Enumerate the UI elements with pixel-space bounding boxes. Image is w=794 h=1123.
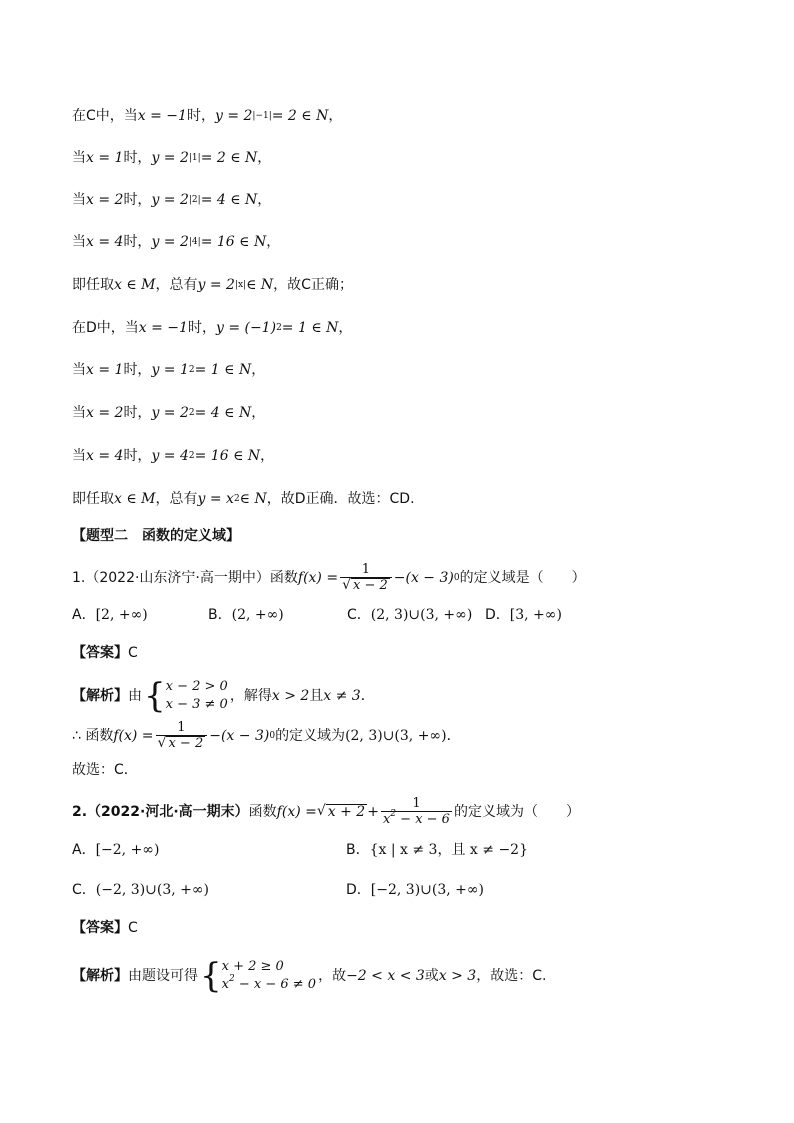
option-label: D． bbox=[346, 882, 371, 898]
d-line-1: 在D中，当 x = −1 时， y = (−1) 2 = 1 ∈ N ， bbox=[72, 320, 353, 336]
radicand: x − 2 bbox=[353, 578, 388, 593]
text: 在D中，当 bbox=[72, 320, 139, 336]
text: 时， bbox=[123, 192, 152, 208]
text: 由题设可得 bbox=[128, 968, 198, 984]
math: y = 2 bbox=[151, 405, 189, 421]
numerator: 1 bbox=[177, 720, 186, 735]
text: 当 bbox=[72, 448, 86, 464]
text: 时， bbox=[123, 405, 152, 421]
radicand: x − 2 bbox=[168, 736, 204, 751]
math: x ∈ M bbox=[114, 277, 156, 293]
numerator: 1 bbox=[361, 562, 371, 577]
q1-option-c[interactable] bbox=[347, 605, 472, 625]
q1-option-d[interactable] bbox=[485, 605, 562, 625]
q2-stem bbox=[72, 796, 580, 827]
answer-value: C bbox=[128, 920, 138, 936]
math: y = x bbox=[197, 491, 234, 507]
math: = 4 ∈ N bbox=[194, 405, 252, 421]
text: 时， bbox=[123, 234, 152, 250]
q2-option-a[interactable] bbox=[72, 840, 159, 860]
text: ， bbox=[328, 108, 343, 124]
text: ， bbox=[257, 192, 272, 208]
text: ，故D正确．故选：CD. bbox=[266, 491, 415, 507]
math: x = 4 bbox=[86, 234, 124, 250]
d-line-4: 当 x = 4 时， y = 4 2 = 16 ∈ N ， bbox=[72, 448, 275, 464]
option-value: [2, +∞) bbox=[95, 607, 148, 623]
math: f(x) = bbox=[276, 803, 317, 820]
option-label: B． bbox=[208, 607, 232, 623]
math: x bbox=[221, 977, 229, 992]
math: f(x) = bbox=[113, 727, 154, 744]
text: 函数 bbox=[248, 803, 277, 820]
math: y = 1 bbox=[151, 362, 189, 378]
math: y = 2 bbox=[197, 277, 235, 293]
text: ， bbox=[260, 448, 275, 464]
math: = 1 ∈ N bbox=[194, 362, 252, 378]
math: y = 2 bbox=[151, 192, 189, 208]
text: ， bbox=[251, 362, 266, 378]
math: ∈ N bbox=[246, 277, 274, 293]
q1-stem: 1.（2022·山东济宁·高一期中）函数 f(x) = 1 √ x − 2 −(x − 3) 0 的定义域是（ ） bbox=[72, 562, 586, 593]
option-value: {x | x ≠ 3，且 x ≠ −2} bbox=[369, 842, 528, 858]
answer-label: 【答案】 bbox=[72, 645, 128, 661]
case-line: x − 2 > 0 bbox=[165, 679, 228, 694]
option-label: D． bbox=[485, 607, 510, 623]
text: 时， bbox=[123, 362, 152, 378]
text: 即任取 bbox=[72, 491, 114, 507]
math: = 2 ∈ N bbox=[271, 108, 329, 124]
d-line-5: 即任取 x ∈ M ，总有 y = x 2 ∈ N ，故D正确．故选：CD. bbox=[72, 491, 415, 507]
math: −(x − 3) bbox=[393, 569, 454, 586]
section-heading: 【题型二 函数的定义域】 bbox=[72, 528, 240, 544]
q1-therefore: ∴ 函数 f(x) = 1 √ x − 2 −(x − 3) 0 的定义域为 (2, 3)∪(3, +∞) ． bbox=[72, 720, 461, 751]
math: − x − 6 ≠ 0 bbox=[234, 977, 317, 992]
text: 且 bbox=[309, 688, 324, 704]
math: x > 2 bbox=[271, 688, 310, 704]
math: y = (−1) bbox=[215, 320, 277, 336]
denominator bbox=[381, 811, 452, 827]
text: ，故 bbox=[318, 968, 347, 984]
math: −2 < x < 3 bbox=[346, 968, 425, 984]
question-number: 1.（2022·山东济宁·高一期中）函数 bbox=[72, 569, 298, 586]
numerator: 1 bbox=[412, 796, 421, 811]
text: ，故C正确； bbox=[273, 277, 353, 293]
math: x = 2 bbox=[86, 192, 124, 208]
math: y = 4 bbox=[151, 448, 189, 464]
text: 由 bbox=[128, 688, 142, 704]
option-value: [3, +∞) bbox=[509, 607, 562, 623]
d-line-3: 当 x = 2 时， y = 2 2 = 4 ∈ N ， bbox=[72, 405, 266, 421]
math: + bbox=[367, 803, 379, 820]
math: = 2 ∈ N bbox=[200, 150, 258, 166]
c-line-5: 即任取 x ∈ M ，总有 y = 2 |x| ∈ N ，故C正确； bbox=[72, 277, 353, 293]
text: 的定义域为 bbox=[275, 727, 346, 744]
text: ， bbox=[257, 150, 272, 166]
text: 当 bbox=[72, 150, 86, 166]
case-line: x − 3 ≠ 0 bbox=[165, 697, 228, 712]
text: 即任取 bbox=[72, 277, 114, 293]
text: 时， bbox=[123, 150, 152, 166]
sqrt: √ x − 2 bbox=[157, 735, 204, 751]
radicand: x + 2 bbox=[327, 804, 366, 820]
question-number: 2.（2022·河北·高一期末） bbox=[72, 803, 249, 820]
math: y = 2 bbox=[151, 150, 189, 166]
sqrt: √ x − 2 bbox=[342, 577, 388, 593]
c-line-3: 当 x = 2 时， y = 2 |2| = 4 ∈ N ， bbox=[72, 192, 272, 208]
option-value: (−2, 3)∪(3, +∞) bbox=[95, 882, 210, 898]
math: −(x − 3) bbox=[209, 727, 270, 744]
text: ，总有 bbox=[155, 491, 198, 507]
answer-label: 【答案】 bbox=[72, 920, 128, 936]
c-line-2: 当 x = 1 时， y = 2 |1| = 2 ∈ N ， bbox=[72, 150, 272, 166]
math: y = 2 bbox=[151, 234, 189, 250]
math: = 16 ∈ N bbox=[200, 234, 267, 250]
case-line: x + 2 ≥ 0 bbox=[221, 959, 284, 974]
text: ． bbox=[446, 727, 461, 744]
case-system: { x − 2 > 0 x − 3 ≠ 0 bbox=[144, 676, 228, 716]
math: x > 3 bbox=[438, 968, 477, 984]
sqrt: √ x + 2 bbox=[316, 803, 366, 820]
math: y = 2 bbox=[214, 108, 253, 124]
math: x = −1 bbox=[138, 320, 188, 336]
q2-option-c[interactable] bbox=[72, 880, 209, 900]
case-line bbox=[222, 976, 316, 994]
option-value: [−2, 3)∪(3, +∞) bbox=[370, 882, 485, 898]
text: ， bbox=[251, 405, 266, 421]
math: x bbox=[382, 812, 391, 827]
fraction bbox=[156, 720, 208, 751]
text: ， bbox=[266, 234, 281, 250]
text: ，解得 bbox=[229, 688, 272, 704]
option-value: (2, 3)∪(3, +∞) bbox=[370, 607, 473, 623]
option-label: A． bbox=[72, 842, 96, 858]
math: x ∈ M bbox=[114, 491, 156, 507]
denominator bbox=[340, 577, 392, 593]
text: ． bbox=[360, 688, 375, 704]
text: 的定义域是（ ） bbox=[459, 569, 586, 586]
math: = 1 ∈ N bbox=[281, 320, 339, 336]
math: x = 4 bbox=[86, 448, 124, 464]
text: 的定义域为（ ） bbox=[453, 803, 580, 820]
option-label: B． bbox=[346, 842, 370, 858]
math: x = −1 bbox=[137, 108, 187, 124]
text: 时， bbox=[187, 320, 216, 336]
case-system: { x + 2 ≥ 0 $x^2 - x - 6 \ne 0$ bbox=[200, 956, 317, 996]
math: x ≠ 3 bbox=[323, 688, 361, 704]
math: ∈ N bbox=[239, 491, 267, 507]
q2-answer bbox=[72, 918, 138, 938]
q1-option-b[interactable] bbox=[208, 605, 284, 625]
analysis-label: 【解析】 bbox=[72, 688, 128, 704]
math: f(x) = bbox=[297, 569, 339, 586]
option-value: [−2, +∞) bbox=[95, 842, 160, 858]
text: 当 bbox=[72, 362, 86, 378]
exponent: 2 bbox=[390, 809, 397, 819]
q1-answer bbox=[72, 643, 138, 663]
math: x = 1 bbox=[86, 362, 124, 378]
denominator bbox=[156, 735, 208, 751]
math: = 16 ∈ N bbox=[194, 448, 261, 464]
text: ∴ 函数 bbox=[72, 727, 114, 744]
q2-option-d[interactable] bbox=[346, 880, 484, 900]
q2-analysis bbox=[72, 958, 546, 994]
text: 时， bbox=[186, 108, 215, 124]
math: x = 1 bbox=[86, 150, 124, 166]
fraction bbox=[340, 562, 392, 593]
text: ，总有 bbox=[155, 277, 198, 293]
answer-value: C bbox=[128, 645, 138, 661]
fraction bbox=[381, 796, 452, 827]
text: 时， bbox=[123, 448, 152, 464]
q2-option-b[interactable] bbox=[346, 840, 528, 860]
math: = 4 ∈ N bbox=[200, 192, 258, 208]
text: 当 bbox=[72, 405, 86, 421]
option-label: A． bbox=[72, 607, 96, 623]
text: 在C中，当 bbox=[72, 108, 138, 124]
math: x = 2 bbox=[86, 405, 124, 421]
option-value: (2, +∞) bbox=[231, 607, 284, 623]
option-label: C． bbox=[72, 882, 96, 898]
q1-option-a[interactable] bbox=[72, 605, 148, 625]
exponent: 2 bbox=[228, 974, 235, 984]
option-label: C． bbox=[347, 607, 371, 623]
c-line-1: 在C中，当 x = −1 时， y = 2 |−1| = 2 ∈ N ， bbox=[72, 108, 343, 124]
q1-analysis bbox=[72, 678, 375, 714]
text: 或 bbox=[424, 968, 439, 984]
math: (2, 3)∪(3, +∞) bbox=[345, 727, 447, 744]
text: 当 bbox=[72, 234, 86, 250]
text: 当 bbox=[72, 192, 86, 208]
math: − x − 6 bbox=[396, 812, 450, 827]
c-line-4: 当 x = 4 时， y = 2 |4| = 16 ∈ N ， bbox=[72, 234, 281, 250]
text: ，故选：C. bbox=[476, 968, 547, 984]
text: ， bbox=[338, 320, 353, 336]
d-line-2: 当 x = 1 时， y = 1 2 = 1 ∈ N ， bbox=[72, 362, 266, 378]
analysis-label: 【解析】 bbox=[72, 968, 128, 984]
q1-conclusion: 故选：C． bbox=[72, 762, 138, 778]
